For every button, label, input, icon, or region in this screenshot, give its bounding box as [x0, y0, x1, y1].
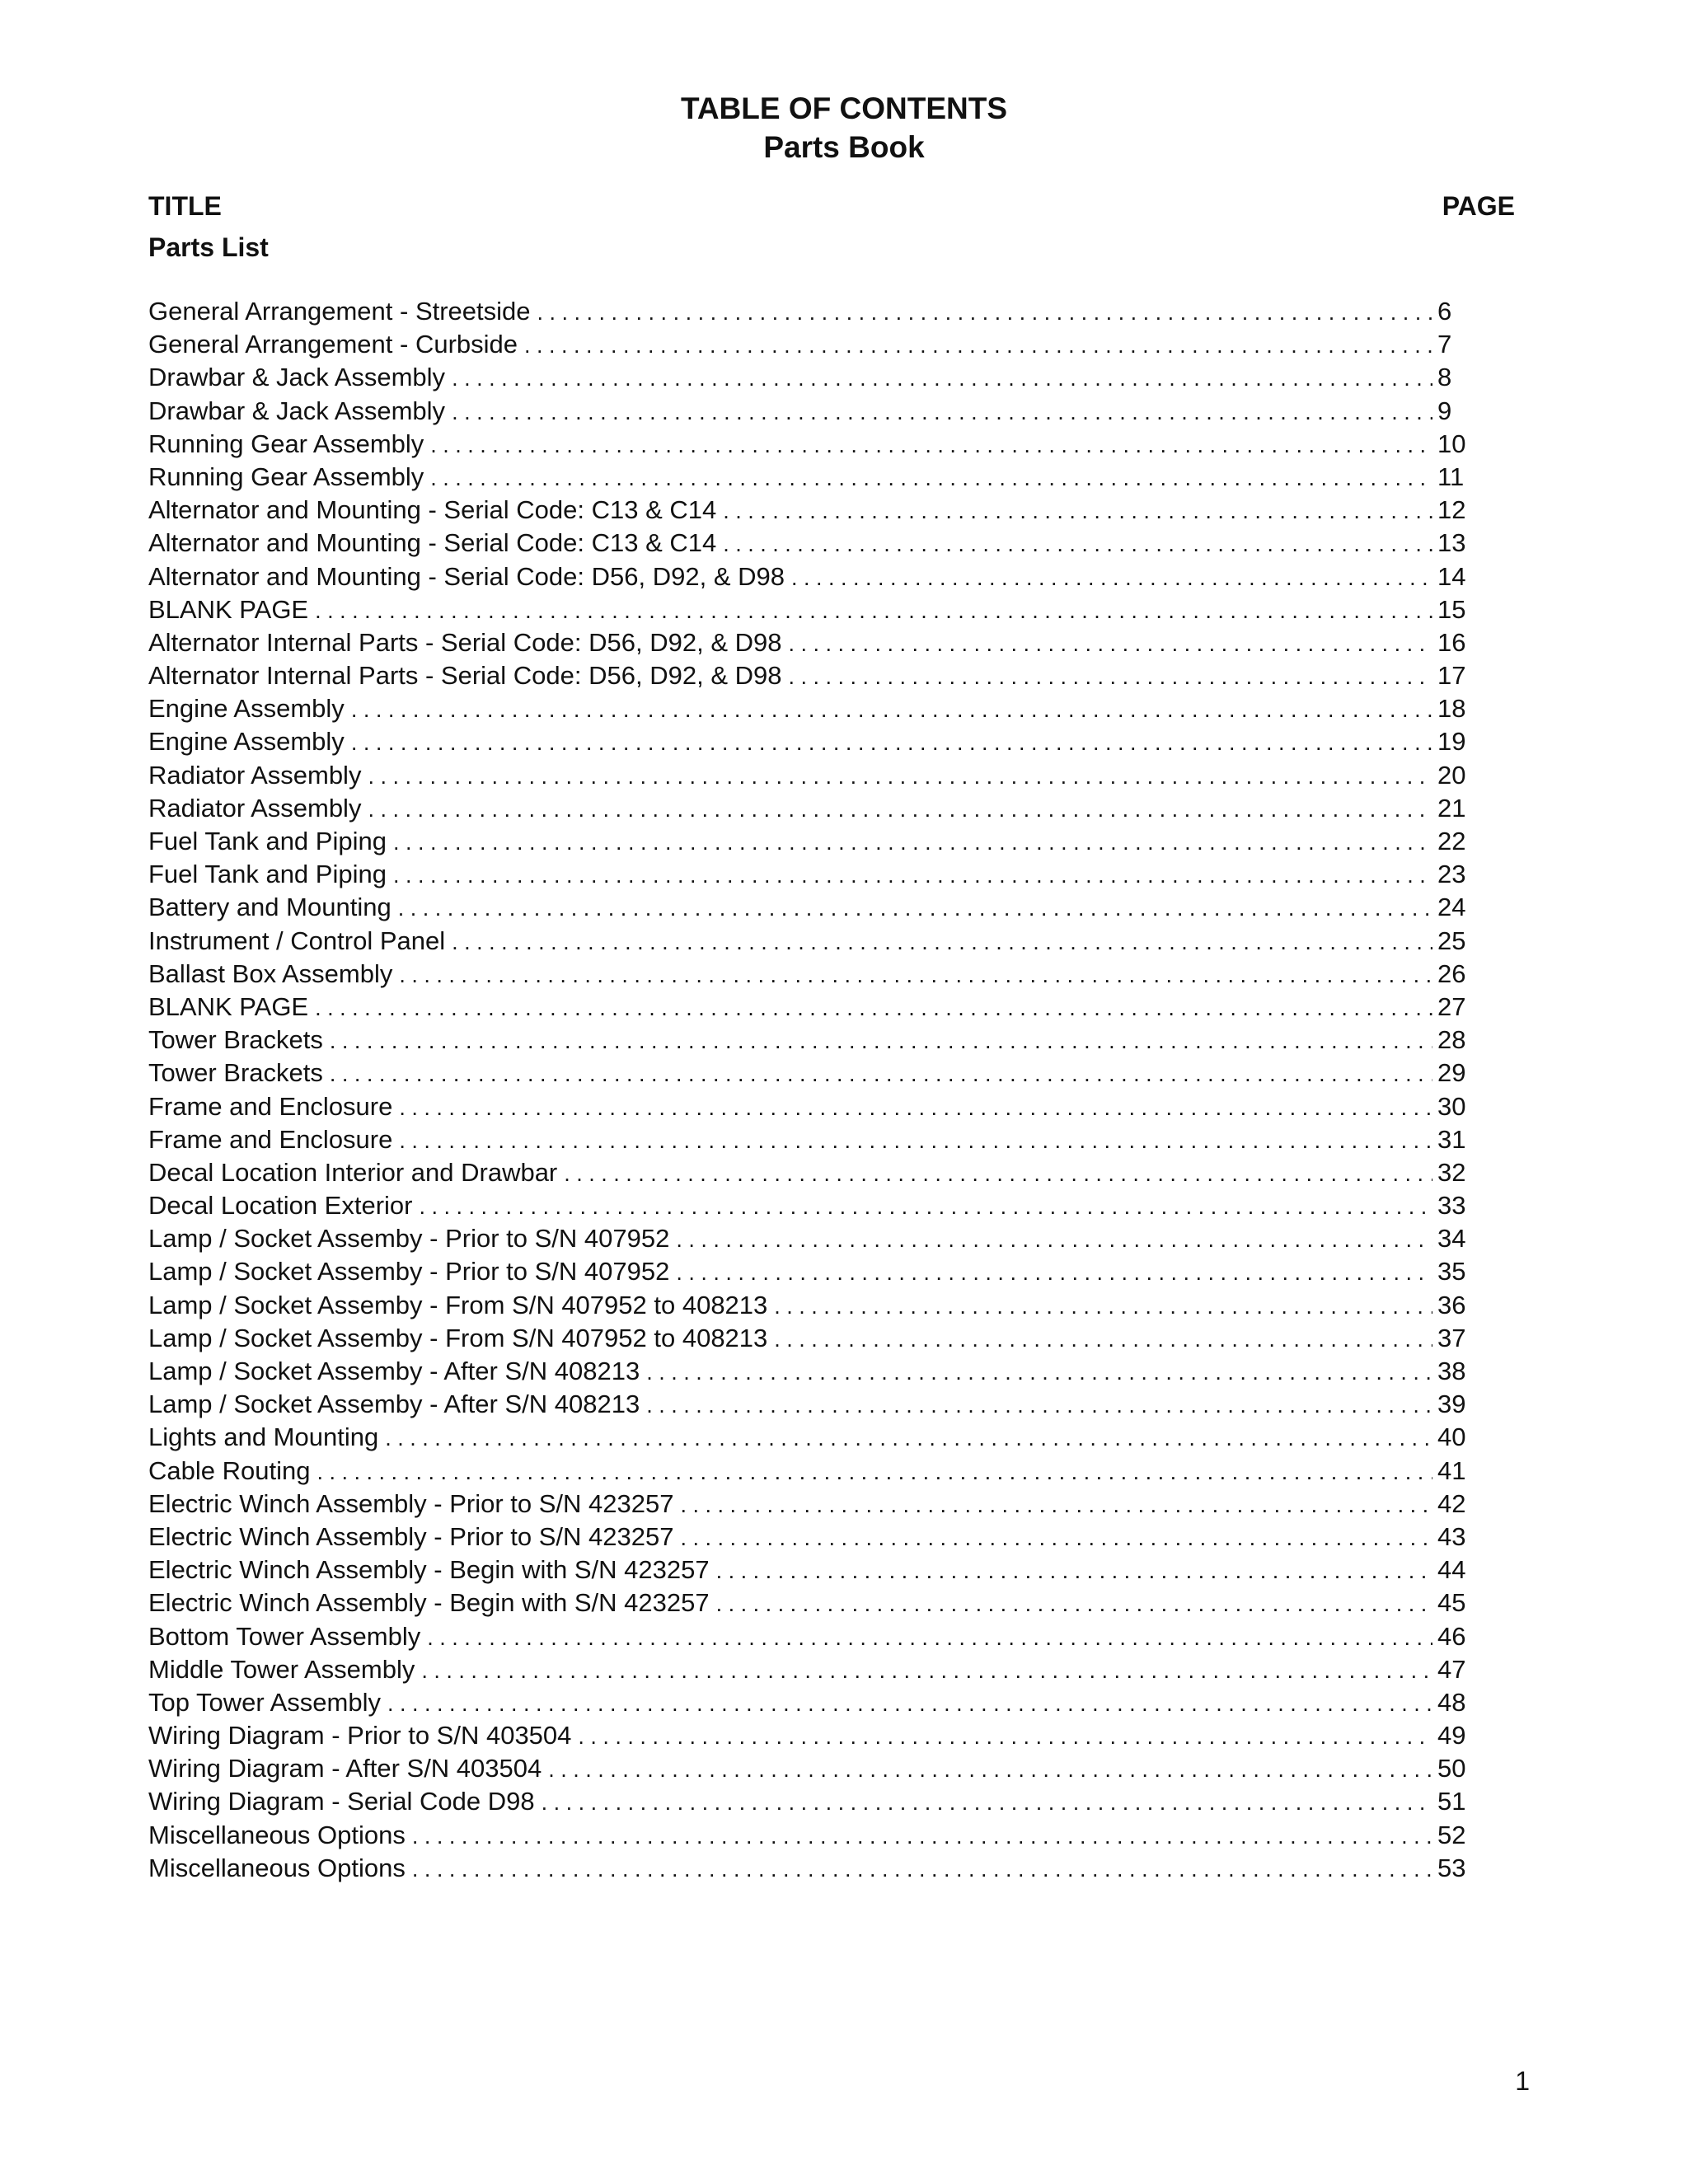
dot-leader	[393, 826, 1432, 859]
toc-entry[interactable]	[148, 1322, 1475, 1355]
dot-leader	[680, 1488, 1432, 1521]
dot-leader	[723, 494, 1432, 527]
dot-leader	[330, 1057, 1432, 1090]
toc-entry-title: General Arrangement - Curbside	[148, 330, 518, 359]
toc-entry-title: Radiator Assembly	[148, 760, 362, 790]
dot-leader	[430, 429, 1432, 462]
dot-leader	[524, 329, 1432, 362]
dot-leader	[412, 1820, 1432, 1853]
toc-entry-title: Wiring Diagram - Prior to S/N 403504	[148, 1721, 572, 1750]
toc-entry-page: 26	[1437, 958, 1466, 988]
toc-entry[interactable]	[148, 593, 1475, 626]
toc-entry-page: 17	[1437, 661, 1466, 691]
toc-entry[interactable]	[148, 328, 1475, 361]
toc-entry-page: 11	[1437, 462, 1465, 491]
toc-entry-page: 34	[1437, 1224, 1466, 1254]
toc-entry[interactable]	[148, 1653, 1475, 1686]
toc-entry[interactable]	[148, 1521, 1475, 1554]
toc-entry-title: BLANK PAGE	[148, 594, 309, 624]
toc-entry[interactable]	[148, 1090, 1475, 1123]
toc-entry-title: Fuel Tank and Piping	[148, 827, 387, 855]
toc-entry[interactable]	[148, 428, 1475, 461]
toc-entry-title: Decal Location Interior and Drawbar	[148, 1157, 558, 1187]
toc-entry-title: Electric Winch Assembly - Prior to S/N 423257	[148, 1488, 674, 1518]
toc-entry-title: Battery and Mounting	[148, 893, 392, 922]
toc-entry-page: 44	[1437, 1555, 1466, 1585]
dot-leader	[774, 1323, 1432, 1356]
dot-leader	[537, 296, 1432, 329]
dot-leader	[564, 1157, 1432, 1190]
dot-leader	[387, 1687, 1432, 1720]
toc-entry[interactable]	[148, 1686, 1475, 1719]
dot-leader	[716, 1554, 1432, 1587]
toc-entry-page: 36	[1437, 1290, 1466, 1319]
toc-entry-page: 22	[1437, 827, 1466, 855]
toc-entry-page: 48	[1437, 1687, 1466, 1717]
toc-entry-page: 6	[1437, 297, 1452, 326]
toc-entry-title: Fuel Tank and Piping	[148, 860, 387, 889]
toc-entry[interactable]	[148, 1455, 1475, 1488]
toc-entry[interactable]	[148, 494, 1475, 527]
toc-entry[interactable]	[148, 1222, 1475, 1255]
toc-entry[interactable]	[148, 825, 1475, 858]
dot-leader	[791, 561, 1432, 594]
toc-entry-title: Alternator and Mounting - Serial Code: D56, D92, & D98	[148, 561, 785, 591]
toc-entry[interactable]	[148, 295, 1475, 328]
toc-entry-title: Frame and Enclosure	[148, 1124, 393, 1154]
toc-entry[interactable]	[148, 1819, 1475, 1852]
toc-entry[interactable]	[148, 1355, 1475, 1388]
toc-entry-page: 19	[1437, 727, 1466, 757]
dot-leader	[716, 1587, 1432, 1620]
toc-entry-page: 25	[1437, 926, 1466, 955]
toc-entry-title: Wiring Diagram - After S/N 403504	[148, 1754, 542, 1783]
dot-leader	[788, 660, 1432, 693]
toc-entry[interactable]	[148, 1785, 1475, 1818]
toc-entry[interactable]	[148, 395, 1475, 428]
toc-entry-title: Cable Routing	[148, 1455, 311, 1485]
dot-leader	[452, 362, 1432, 395]
dot-leader	[548, 1753, 1432, 1786]
toc-entry-title: Lamp / Socket Assemby - After S/N 408213	[148, 1390, 640, 1419]
toc-entry-title: Drawbar & Jack Assembly	[148, 396, 446, 425]
toc-entry-page: 38	[1437, 1357, 1466, 1385]
toc-entry-page: 28	[1437, 1025, 1466, 1055]
toc-entry[interactable]	[148, 1488, 1475, 1521]
toc-entry-page: 15	[1437, 594, 1466, 624]
toc-entry-title: Bottom Tower Assembly	[148, 1621, 421, 1651]
toc-entry-page: 8	[1437, 363, 1452, 392]
toc-entry-title: Top Tower Assembly	[148, 1687, 381, 1717]
toc-entry-page: 52	[1437, 1820, 1466, 1849]
dot-leader	[578, 1720, 1432, 1753]
toc-entry-title: Lamp / Socket Assemby - Prior to S/N 407952	[148, 1224, 670, 1254]
toc-entry[interactable]	[148, 1620, 1475, 1653]
dot-leader	[315, 991, 1432, 1024]
dot-leader	[774, 1290, 1432, 1323]
toc-entry-title: BLANK PAGE	[148, 991, 309, 1021]
toc-entry-page: 10	[1437, 429, 1466, 458]
toc-entry-title: Drawbar & Jack Assembly	[148, 363, 446, 392]
dot-leader	[393, 859, 1432, 892]
toc-entry-title: Lamp / Socket Assemby - From S/N 407952 to 408213	[148, 1323, 768, 1352]
toc-entry-title: Alternator and Mounting - Serial Code: C13 & C14	[148, 528, 717, 558]
toc-entry-title: Alternator Internal Parts - Serial Code: D56, D92, & D98	[148, 661, 782, 691]
toc-entry[interactable]	[148, 1289, 1475, 1322]
toc-entry[interactable]	[148, 1852, 1475, 1885]
toc-entry-page: 27	[1437, 991, 1466, 1021]
toc-entry[interactable]	[148, 1752, 1475, 1785]
toc-entry[interactable]	[148, 1586, 1475, 1619]
dot-leader	[412, 1853, 1432, 1886]
toc-entry-page: 39	[1437, 1390, 1466, 1419]
dot-leader	[351, 726, 1432, 759]
toc-entry-page: 33	[1437, 1191, 1466, 1221]
toc-entry[interactable]	[148, 1123, 1475, 1156]
toc-entry[interactable]	[148, 891, 1475, 924]
toc-entry-title: Decal Location Exterior	[148, 1191, 413, 1221]
toc-entry-page: 20	[1437, 760, 1466, 790]
toc-entry-title: General Arrangement - Streetside	[148, 297, 531, 326]
toc-entry-title: Ballast Box Assembly	[148, 958, 393, 988]
dot-leader	[421, 1654, 1432, 1687]
toc-entry-page: 53	[1437, 1853, 1466, 1882]
toc-entry-page: 16	[1437, 627, 1466, 657]
dot-leader	[452, 926, 1432, 958]
toc-entry-page: 30	[1437, 1091, 1466, 1121]
toc-entry-page: 24	[1437, 893, 1466, 922]
toc-entry-title: Miscellaneous Options	[148, 1820, 406, 1849]
toc-entry[interactable]	[148, 1255, 1475, 1288]
toc-entry-page: 32	[1437, 1157, 1466, 1187]
toc-entry-page: 41	[1437, 1455, 1466, 1485]
toc-entry-title: Alternator Internal Parts - Serial Code: D56, D92, & D98	[148, 627, 782, 657]
toc-entry-title: Miscellaneous Options	[148, 1853, 406, 1882]
dot-leader	[316, 1455, 1432, 1488]
toc-entry-title: Electric Winch Assembly - Prior to S/N 423257	[148, 1521, 674, 1551]
toc-entry-page: 49	[1437, 1721, 1466, 1750]
dot-leader	[398, 892, 1432, 925]
toc-entry-title: Electric Winch Assembly - Begin with S/N 423257	[148, 1555, 710, 1585]
dot-leader	[680, 1521, 1432, 1554]
toc-entry-title: Running Gear Assembly	[148, 429, 424, 458]
toc-entry-page: 14	[1437, 561, 1466, 591]
title-column-header: TITLE	[148, 191, 222, 221]
dot-leader	[676, 1223, 1432, 1256]
toc-entry-page: 46	[1437, 1621, 1466, 1651]
toc-entry[interactable]	[148, 1057, 1475, 1090]
toc-entry-title: Tower Brackets	[148, 1058, 323, 1088]
toc-entry[interactable]	[148, 1156, 1475, 1189]
toc-entry[interactable]	[148, 659, 1475, 692]
page-subtitle: Parts Book	[763, 130, 925, 164]
toc-entry-page: 13	[1437, 528, 1466, 558]
toc-entry-page: 45	[1437, 1588, 1466, 1618]
toc-entry[interactable]	[148, 1189, 1475, 1222]
dot-leader	[315, 594, 1432, 627]
dot-leader	[646, 1389, 1432, 1422]
toc-entry[interactable]	[148, 792, 1475, 825]
toc-entry[interactable]	[148, 626, 1475, 659]
toc-entry[interactable]	[148, 560, 1475, 593]
toc-entry-title: Instrument / Control Panel	[148, 926, 446, 955]
dot-leader	[430, 462, 1432, 494]
toc-entry-page: 21	[1437, 793, 1466, 823]
dot-leader	[427, 1621, 1432, 1654]
section-heading: Parts List	[148, 232, 269, 262]
toc-entry[interactable]	[148, 1719, 1475, 1752]
toc-entry-page: 7	[1437, 330, 1452, 359]
dot-leader	[788, 627, 1432, 660]
toc-entry[interactable]	[148, 1554, 1475, 1586]
toc-entry[interactable]	[148, 991, 1475, 1024]
toc-entry-page: 29	[1437, 1058, 1466, 1088]
toc-entry[interactable]	[148, 461, 1475, 494]
toc-entry[interactable]	[148, 361, 1475, 394]
toc-entry-title: Running Gear Assembly	[148, 462, 424, 491]
toc-entry-page: 9	[1437, 396, 1452, 425]
toc-entry-title: Lights and Mounting	[148, 1422, 379, 1452]
dot-leader	[723, 527, 1432, 560]
toc-entry[interactable]	[148, 925, 1475, 958]
dot-leader	[351, 693, 1432, 726]
toc-entry-page: 35	[1437, 1257, 1466, 1286]
toc-entry-page: 51	[1437, 1787, 1466, 1816]
dot-leader	[420, 1190, 1433, 1223]
toc-entry[interactable]	[148, 1024, 1475, 1057]
toc-entry[interactable]	[148, 725, 1475, 758]
dot-leader	[646, 1356, 1432, 1389]
toc-entry-page: 40	[1437, 1422, 1466, 1452]
toc-entry[interactable]	[148, 759, 1475, 792]
dot-leader	[399, 1124, 1432, 1157]
toc-entry-title: Tower Brackets	[148, 1025, 323, 1055]
toc-entry-page: 18	[1437, 694, 1466, 724]
dot-leader	[330, 1024, 1432, 1057]
toc-entry-page: 47	[1437, 1654, 1466, 1684]
toc-entry-title: Engine Assembly	[148, 727, 345, 757]
toc-entry-page: 23	[1437, 860, 1466, 889]
toc-entry-page: 31	[1437, 1124, 1466, 1154]
dot-leader	[385, 1422, 1432, 1455]
toc-entry[interactable]	[148, 1388, 1475, 1421]
toc-entry-title: Wiring Diagram - Serial Code D98	[148, 1787, 535, 1816]
toc-entry-page: 12	[1437, 495, 1466, 525]
page-number: 1	[1515, 2066, 1530, 2096]
toc-entry-title: Middle Tower Assembly	[148, 1654, 415, 1684]
dot-leader	[452, 396, 1432, 429]
toc-entry[interactable]	[148, 858, 1475, 891]
dot-leader	[676, 1256, 1432, 1289]
page-title: TABLE OF CONTENTS	[680, 91, 1007, 125]
page-column-header: PAGE	[1442, 191, 1515, 221]
toc-entry-title: Alternator and Mounting - Serial Code: C13 & C14	[148, 495, 717, 525]
toc-entry-page: 50	[1437, 1754, 1466, 1783]
toc-entry-title: Lamp / Socket Assemby - After S/N 408213	[148, 1357, 640, 1385]
toc-entry-title: Lamp / Socket Assemby - From S/N 407952 to 408213	[148, 1290, 768, 1319]
toc-entry-page: 37	[1437, 1323, 1466, 1352]
dot-leader	[368, 760, 1432, 793]
toc-entry-page: 42	[1437, 1488, 1466, 1518]
toc-entry[interactable]	[148, 1421, 1475, 1454]
toc-entry-page: 43	[1437, 1521, 1466, 1551]
toc-entry-title: Radiator Assembly	[148, 793, 362, 823]
toc-entry-title: Electric Winch Assembly - Begin with S/N 423257	[148, 1588, 710, 1618]
toc-entry-title: Frame and Enclosure	[148, 1091, 393, 1121]
dot-leader	[399, 958, 1432, 991]
dot-leader	[542, 1786, 1432, 1819]
dot-leader	[368, 793, 1432, 826]
toc-entry-title: Lamp / Socket Assemby - Prior to S/N 407952	[148, 1257, 670, 1286]
dot-leader	[399, 1091, 1432, 1124]
toc-entry[interactable]	[148, 958, 1475, 991]
toc-entry[interactable]	[148, 527, 1475, 560]
toc-entry[interactable]	[148, 692, 1475, 725]
toc-entry-title: Engine Assembly	[148, 694, 345, 724]
toc-list	[148, 295, 1475, 1885]
